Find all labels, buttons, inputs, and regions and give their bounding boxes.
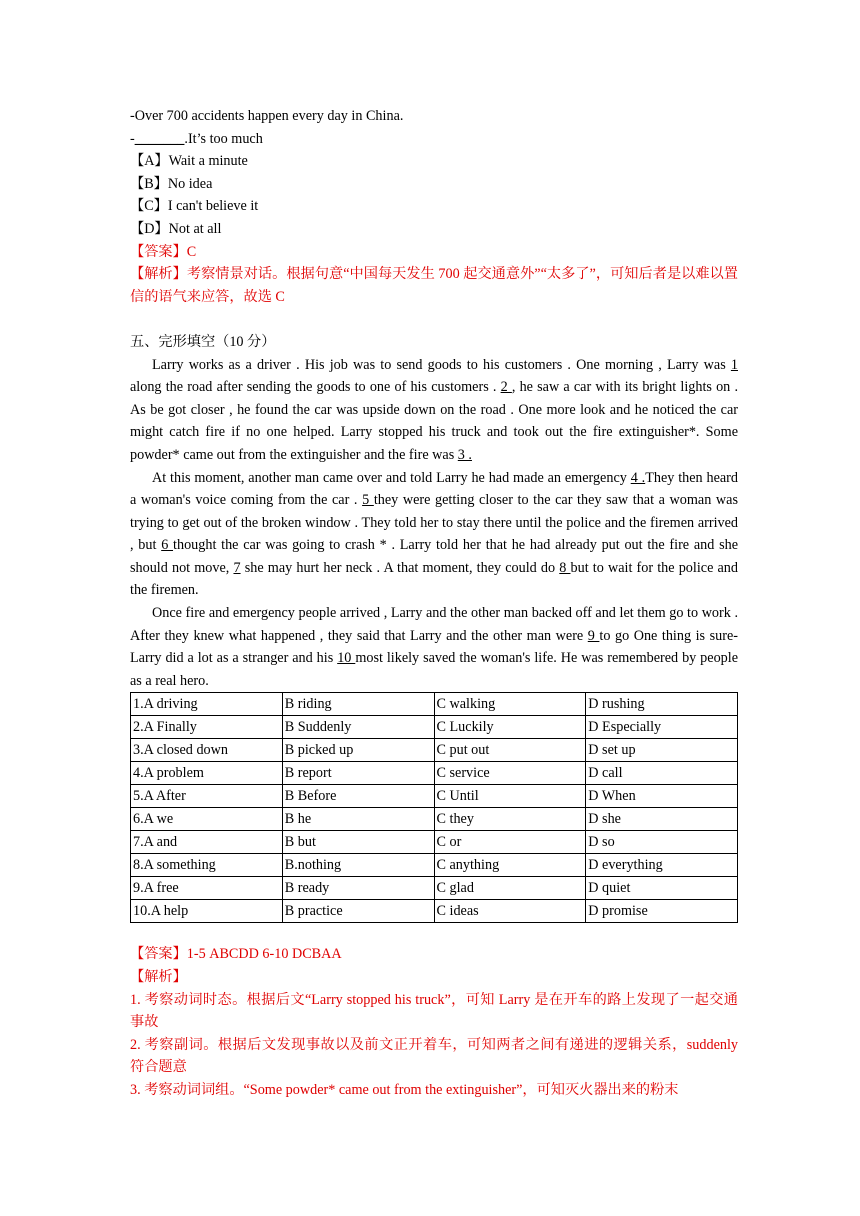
table-row — [131, 877, 738, 900]
blank-9: 9 — [587, 627, 600, 644]
table-row — [131, 693, 738, 716]
table-cell: B.nothing — [282, 854, 434, 877]
table-row — [131, 716, 738, 739]
option-c-label: 【C】 — [130, 198, 168, 215]
section-title: 五、完形填空（10 分） — [130, 333, 276, 350]
table-cell: D she — [586, 808, 738, 831]
option-d — [130, 218, 738, 241]
blank-1: 1 — [730, 356, 738, 373]
question-line-2-text: .It’s too much — [184, 130, 263, 147]
table-cell: B but — [282, 831, 434, 854]
table-cell: B Before — [282, 785, 434, 808]
analysis-heading: 【解析】 — [130, 969, 187, 986]
option-c-text: I can't believe it — [167, 198, 259, 215]
table-cell: B picked up — [282, 739, 434, 762]
blank-6: 6 — [161, 537, 174, 554]
blank-4: 4 . — [630, 469, 646, 486]
table-cell: D call — [586, 762, 738, 785]
table-cell: D everything — [586, 854, 738, 877]
question-line-2 — [130, 128, 738, 151]
table-cell: C or — [434, 831, 586, 854]
analysis-note-1: 1. 考察动词时态。根据后文“Larry stopped his truck”，可知 Larry 是在开车的路上发现了一起交通事故 — [130, 991, 738, 1031]
option-b — [130, 173, 738, 196]
options-table — [130, 692, 738, 923]
table-row — [131, 900, 738, 923]
table-cell: C Luckily — [434, 716, 586, 739]
analysis-text: 【解析】考察情景对话。根据句意“中国每天发生 700 起交通意外”“太多了”，可知后者是以难以置信的语气来应答，故选 C — [130, 266, 738, 305]
table-cell: 8.A something — [131, 854, 283, 877]
table-row — [131, 831, 738, 854]
table-cell: B practice — [282, 900, 434, 923]
table-cell: D When — [586, 785, 738, 808]
table-cell: 4.A problem — [131, 762, 283, 785]
table-cell: D promise — [586, 900, 738, 923]
option-c — [130, 195, 738, 218]
answer-key: 【答案】1-5 ABCDD 6-10 DCBAA — [130, 946, 342, 963]
table-row — [131, 854, 738, 877]
option-b-label: 【B】 — [130, 175, 168, 192]
option-b-text: No idea — [167, 175, 213, 192]
table-cell: C anything — [434, 854, 586, 877]
table-cell: 3.A closed down — [131, 739, 283, 762]
table-cell: D Especially — [586, 716, 738, 739]
answer-blank: _______ — [134, 130, 185, 147]
option-d-text: Not at all — [168, 220, 222, 237]
option-a-label: 【A】 — [130, 153, 169, 170]
table-cell: D quiet — [586, 877, 738, 900]
table-cell: 10.A help — [131, 900, 283, 923]
table-row — [131, 739, 738, 762]
analysis-note-3: 3. 考察动词词组。“Some powder* came out from the extinguisher”，可知灭火器出来的粉末 — [130, 1082, 679, 1098]
table-cell: 2.A Finally — [131, 716, 283, 739]
table-cell: 7.A and — [131, 831, 283, 854]
answer-line: 【答案】C — [130, 243, 197, 260]
table-cell: D rushing — [586, 693, 738, 716]
table-row — [131, 785, 738, 808]
table-cell: D so — [586, 831, 738, 854]
blank-5: 5 — [362, 492, 374, 509]
table-cell: D set up — [586, 739, 738, 762]
dash: - — [130, 130, 135, 147]
question-line-1: -Over 700 accidents happen every day in China. — [130, 108, 404, 124]
option-a — [130, 150, 738, 173]
blank-10: 10 — [337, 650, 356, 667]
analysis-note-2: 2. 考察副词。根据后文发现事故以及前文正开着车，可知两者之间有递进的逻辑关系，suddenly 符合题意 — [130, 1036, 738, 1076]
table-cell: C put out — [434, 739, 586, 762]
blank-7: 7 — [233, 559, 241, 576]
table-cell: C walking — [434, 693, 586, 716]
passage-paragraph-3: Once fire and emergency people arrived , Larry and the other man backed off and let them go to work . After they knew what happened , they said that Larry and the other man were 9 to go One thing is sure-Larry did a lot as a stranger and his 10 most likely saved the woman's life. He was remembered by people as a real hero. — [130, 605, 739, 689]
table-row — [131, 762, 738, 785]
table-cell: C they — [434, 808, 586, 831]
blank-3: 3 . — [457, 446, 472, 463]
table-row — [131, 808, 738, 831]
table-cell: 1.A driving — [131, 693, 283, 716]
option-a-text: Wait a minute — [168, 153, 248, 170]
table-cell: B riding — [282, 693, 434, 716]
passage-paragraph-1: Larry works as a driver . His job was to send goods to his customers . One morning , Larry was 1 along the road after sending the goods to one of his customers . 2 , he saw a car with its bright lights on . As be got closer , he found the car was upside down on the road . One more look and he noticed the car might catch fire if no one helped. Larry stopped his truck and took out the fire extinguisher*. Some powder* came out from the extinguisher and the fire was 3 . — [130, 356, 738, 463]
table-cell: C ideas — [434, 900, 586, 923]
table-cell: B report — [282, 762, 434, 785]
table-cell: C Until — [434, 785, 586, 808]
passage-paragraph-2: At this moment, another man came over and told Larry he had made an emergency 4 .They then heard a woman's voice coming from the car . 5 they were getting closer to the car they saw that a woman was trying to get out of the broken window . They told her to stay there until the police and the firemen arrived , but 6 thought the car was going to crash * . Larry told her that he had already put out the fire and she should not move, 7 she may hurt her neck . A that moment, they could do 8 but to wait for the police and the firemen. — [130, 469, 739, 599]
table-cell: 5.A After — [131, 785, 283, 808]
table-cell: B Suddenly — [282, 716, 434, 739]
table-cell: C glad — [434, 877, 586, 900]
table-cell: 6.A we — [131, 808, 283, 831]
option-d-label: 【D】 — [130, 220, 169, 237]
blank-2: 2 — [500, 379, 512, 396]
blank-8: 8 — [559, 559, 571, 576]
table-cell: C service — [434, 762, 586, 785]
document-page — [130, 105, 738, 1102]
table-cell: 9.A free — [131, 877, 283, 900]
table-cell: B he — [282, 808, 434, 831]
table-cell: B ready — [282, 877, 434, 900]
